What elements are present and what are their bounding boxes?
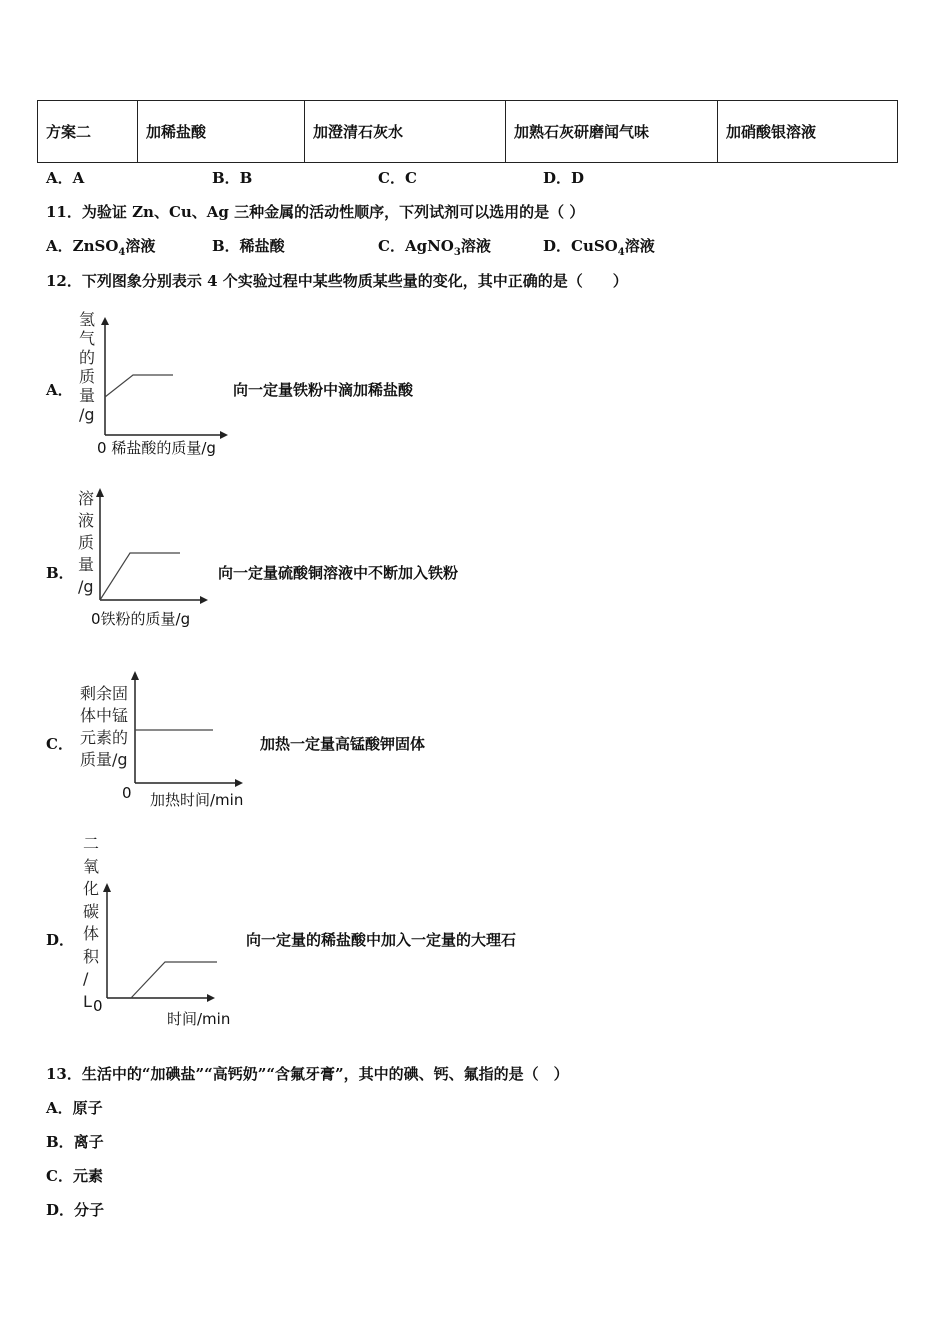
ylabel-char: 气 <box>79 329 96 348</box>
graph-c-desc: 加热一定量高锰酸钾固体 <box>260 735 426 753</box>
ylabel-char: 的 <box>79 348 96 367</box>
ylabel-line: 质量/g <box>80 750 128 769</box>
ylabel-char: 量 <box>79 386 96 405</box>
graph-b-curve <box>100 553 180 600</box>
q11-option-c[interactable] <box>378 235 491 258</box>
graph-c-origin: 0 <box>122 784 132 802</box>
graph-a-curve <box>105 375 173 397</box>
q12-option-a-letter[interactable]: A． <box>46 381 73 399</box>
origin-label: 0 <box>97 439 107 457</box>
ylabel-char: 碳 <box>83 901 100 921</box>
ylabel-char: 量 <box>78 555 95 574</box>
graph-d-xlabel: 时间/min <box>167 1010 231 1028</box>
q12-option-c-letter[interactable]: C． <box>46 735 73 753</box>
graph-c-ylabel <box>80 683 128 771</box>
ylabel-line: 体中锰 <box>80 706 129 725</box>
table-cell: 加澄清石灰水 <box>305 101 506 163</box>
q12-option-d-letter[interactable]: D． <box>46 931 75 949</box>
q13-option-c[interactable]: C．元素 <box>46 1167 103 1185</box>
q10-option-b[interactable]: B．B <box>212 169 253 187</box>
ylabel-line: 元素的 <box>80 728 129 747</box>
option-text: 溶液 <box>624 237 655 255</box>
ylabel-char: 质 <box>79 367 96 386</box>
ylabel-char: /g <box>78 577 94 596</box>
graph-b-xlabel <box>91 608 190 629</box>
graph-b-x-arrow <box>200 596 208 604</box>
ylabel-char: 氢 <box>79 310 96 329</box>
option-subscript: 3 <box>453 247 461 258</box>
q11-option-a[interactable] <box>46 235 155 258</box>
graph-d-y-arrow <box>103 883 111 892</box>
table-cell: 方案二 <box>38 101 138 163</box>
table-cell: 加稀盐酸 <box>138 101 305 163</box>
q13-option-a[interactable]: A．原子 <box>46 1099 103 1117</box>
xlabel-text: 稀盐酸的质量/g <box>111 439 216 457</box>
ylabel-char: 质 <box>78 533 95 552</box>
table-cell: 加硝酸银溶液 <box>718 101 898 163</box>
ylabel-char: L <box>83 991 92 1011</box>
q12-option-b-letter[interactable]: B． <box>46 564 74 582</box>
graph-d-desc: 向一定量的稀盐酸中加入一定量的大理石 <box>246 931 517 949</box>
graph-d <box>97 880 227 1005</box>
graph-c-xlabel: 加热时间/min <box>150 791 244 809</box>
graph-d-x-arrow <box>207 994 215 1002</box>
q11-option-b[interactable] <box>212 235 285 256</box>
ylabel-char: 积 <box>83 946 100 966</box>
q10-option-c[interactable]: C．C <box>378 169 417 187</box>
graph-d-origin: 0 <box>93 997 103 1015</box>
graph-b-desc: 向一定量硫酸铜溶液中不断加入铁粉 <box>218 564 459 582</box>
ylabel-char: / <box>83 969 89 988</box>
q10-option-a[interactable]: A．A <box>46 169 85 187</box>
ylabel-char: 液 <box>78 511 95 530</box>
graph-c-x-arrow <box>235 779 243 787</box>
ylabel-line: 剩余固 <box>80 684 129 703</box>
option-text: C．AgNO <box>378 237 454 255</box>
option-text: 溶液 <box>460 237 491 255</box>
q11-option-d[interactable] <box>543 235 655 258</box>
q13-option-d[interactable]: D．分子 <box>46 1201 105 1219</box>
graph-b <box>90 485 230 610</box>
graph-a-ylabel <box>79 310 95 424</box>
graph-a-x-arrow <box>220 431 228 439</box>
graph-a-xlabel <box>97 437 216 458</box>
option-subscript: 4 <box>617 247 625 258</box>
ylabel-char: 化 <box>83 879 100 898</box>
ylabel-char: 体 <box>83 924 100 943</box>
ylabel-char: 二 <box>83 834 100 853</box>
graph-d-curve <box>131 962 217 998</box>
q12-stem: 12．下列图象分别表示 4 个实验过程中某些物质某些量的变化，其中正确的是（ ） <box>46 272 628 290</box>
graph-c-y-arrow <box>131 671 139 680</box>
graph-a-desc: 向一定量铁粉中滴加稀盐酸 <box>233 381 414 399</box>
xlabel-text: 铁粉的质量/g <box>100 610 191 628</box>
scheme-table <box>37 100 898 163</box>
graph-b-y-arrow <box>96 488 104 497</box>
q10-option-d[interactable]: D．D <box>543 169 585 187</box>
graph-c <box>125 668 255 793</box>
q13-stem: 13．生活中的“加碘盐”“高钙奶”“含氟牙膏”，其中的碘、钙、氟指的是（ ） <box>46 1065 569 1083</box>
ylabel-char: /g <box>79 405 95 424</box>
table-row <box>38 101 898 163</box>
option-text: A．ZnSO <box>46 237 119 255</box>
option-subscript: 4 <box>118 247 126 258</box>
ylabel-char: 溶 <box>78 489 95 508</box>
option-text: D．CuSO <box>543 237 618 255</box>
option-text: 溶液 <box>125 237 156 255</box>
ylabel-char: 氧 <box>83 856 100 876</box>
q11-stem: 11．为验证 Zn、Cu、Ag 三种金属的活动性顺序，下列试剂可以选用的是（ ） <box>46 203 585 221</box>
option-text: B．稀盐酸 <box>212 237 285 255</box>
graph-a-y-arrow <box>101 317 109 325</box>
origin-label: 0 <box>91 610 101 628</box>
table-cell: 加熟石灰研磨闻气味 <box>506 101 718 163</box>
q13-option-b[interactable]: B．离子 <box>46 1133 104 1151</box>
